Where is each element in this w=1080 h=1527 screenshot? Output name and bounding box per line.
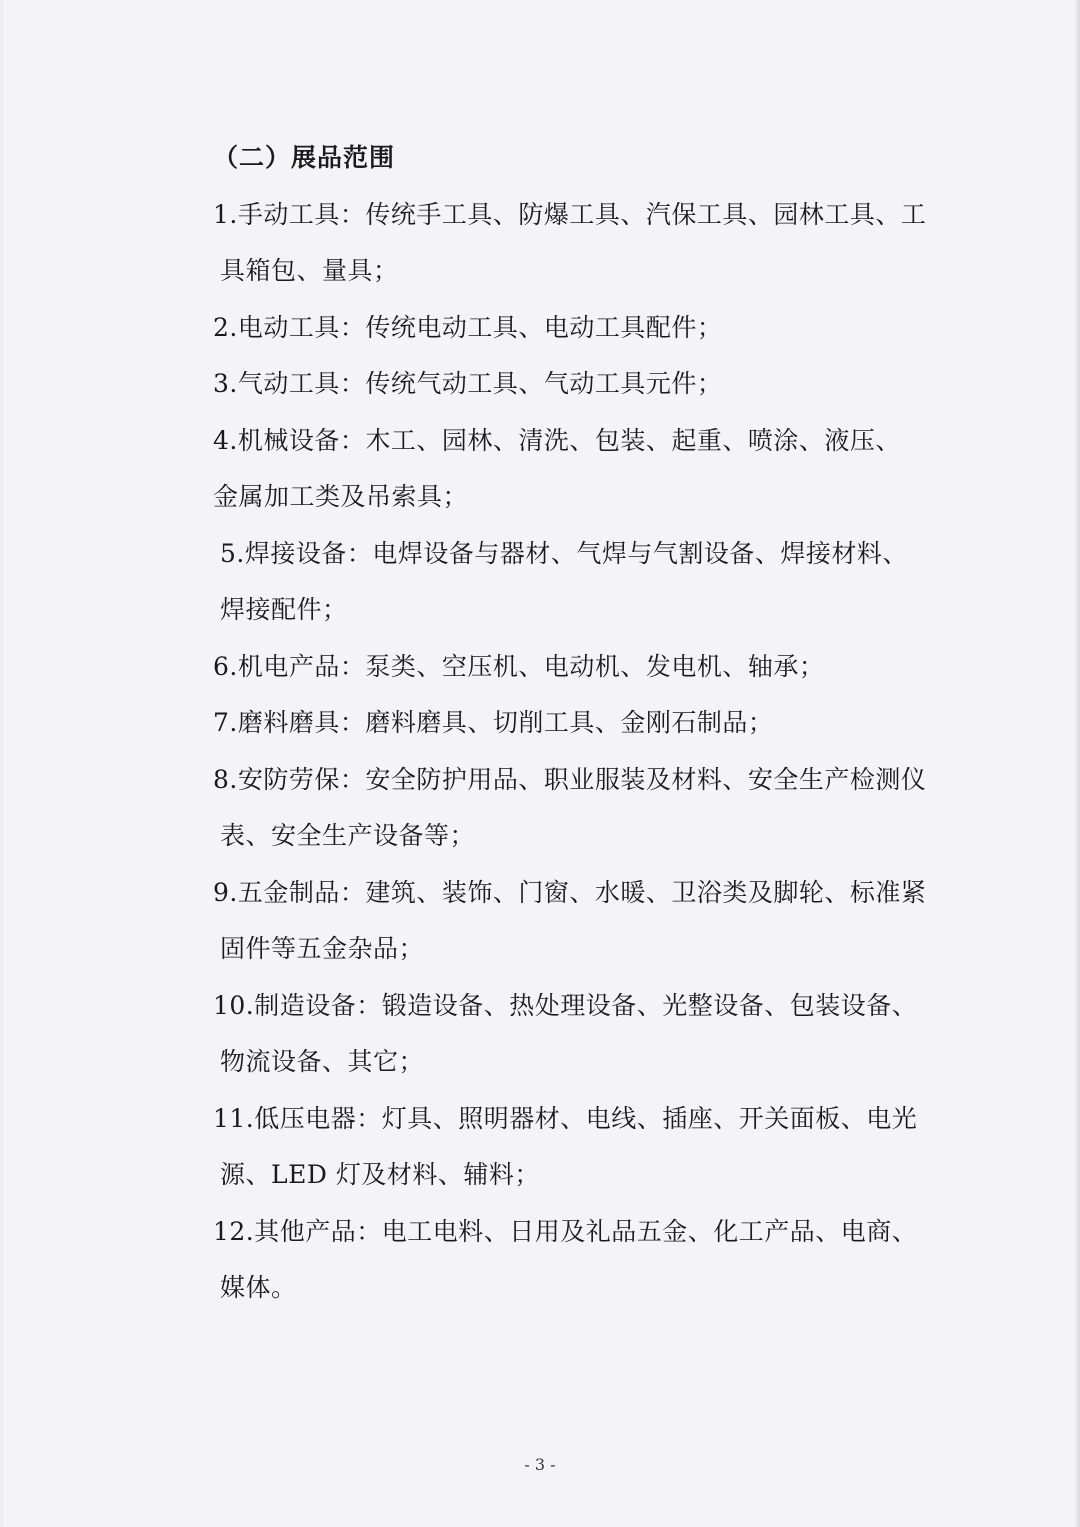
list-item-8	[213, 752, 933, 865]
list-item-line-continued: 媒体。	[220, 1273, 297, 1302]
list-item-5	[213, 526, 933, 639]
list-item-line-continued: 固件等五金杂品；	[220, 934, 425, 963]
list-item-3	[213, 356, 933, 413]
list-item-line-continued: 金属加工类及吊索具；	[213, 482, 469, 511]
list-item-line-continued: 具箱包、量具；	[220, 256, 399, 285]
list-item-7	[213, 695, 933, 752]
list-item-12	[213, 1204, 933, 1317]
list-item-6	[213, 639, 933, 696]
section-heading: （二）展品范围	[213, 143, 396, 172]
list-item-line-continued: 源、LED 灯及材料、辅料；	[220, 1160, 540, 1189]
list-item-4	[213, 413, 933, 526]
list-item-line: 11.低压电器：灯具、照明器材、电线、插座、开关面板、电光	[213, 1103, 918, 1133]
list-item-9	[213, 865, 933, 978]
list-item-line-continued: 焊接配件；	[220, 595, 348, 624]
list-item-line: 4.机械设备：木工、园林、清洗、包装、起重、喷涂、液压、	[213, 425, 901, 455]
page-edge-right	[1074, 0, 1080, 1527]
page-edge-left	[0, 0, 3, 1527]
page-number: - 3 -	[524, 1455, 556, 1474]
list-item-line: 1.手动工具：传统手工具、防爆工具、汽保工具、园林工具、工	[213, 199, 927, 229]
list-item-line: 10.制造设备：锻造设备、热处理设备、光整设备、包装设备、	[213, 990, 918, 1020]
list-item-line: 5.焊接设备：电焊设备与器材、气焊与气割设备、焊接材料、	[220, 538, 908, 568]
list-item-10	[213, 978, 933, 1091]
list-item-line: 8.安防劳保：安全防护用品、职业服装及材料、安全生产检测仪	[213, 764, 927, 794]
list-item-2	[213, 300, 933, 357]
list-item-line: 7.磨料磨具：磨料磨具、切削工具、金刚石制品；	[213, 708, 774, 737]
list-item-line: 6.机电产品：泵类、空压机、电动机、发电机、轴承；	[213, 651, 825, 681]
list-item-11	[213, 1091, 933, 1204]
list-item-line: 9.五金制品：建筑、装饰、门窗、水暖、卫浴类及脚轮、标准紧	[213, 877, 927, 907]
list-item-line: 3.气动工具：传统气动工具、气动工具元件；	[213, 369, 723, 398]
list-item-line: 12.其他产品：电工电料、日用及礼品五金、化工产品、电商、	[213, 1216, 918, 1246]
list-item-1	[213, 187, 933, 300]
document-body	[213, 130, 933, 1317]
list-item-line-continued: 物流设备、其它；	[220, 1047, 425, 1076]
list-item-line: 2.电动工具：传统电动工具、电动工具配件；	[213, 312, 723, 342]
list-item-line-continued: 表、安全生产设备等；	[220, 821, 476, 850]
